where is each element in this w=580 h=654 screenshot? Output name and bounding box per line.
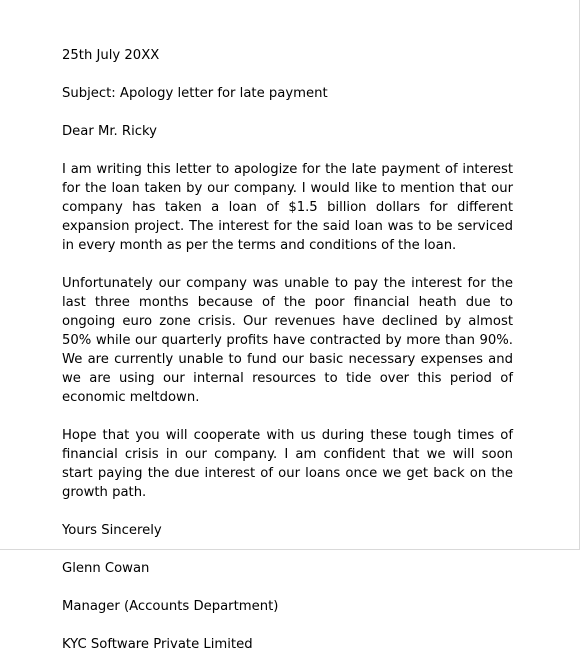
paragraph-cooperation-request: Hope that you will cooperate with us during these tough times of financial crisis in our company. I am confident that we will soon start paying the due interest of our loans once we get back on the growth path. xyxy=(62,428,513,500)
company-name: KYC Software Private Limited xyxy=(62,637,253,652)
paragraph-financial-reasons: Unfortunately our company was unable to pay the interest for the last three months because of the poor financial heath due to ongoing euro zone crisis. Our revenues have declined by almost 50% while our quarterly profits have contracted by more than 90%. We are currently unable to fund our basic necessary expenses and we are using our internal resources to tide over this period of economic meltdown. xyxy=(62,276,513,405)
signer-title: Manager (Accounts Department) xyxy=(62,599,279,614)
letter-subject: Subject: Apology letter for late payment xyxy=(62,86,328,101)
letter-salutation: Dear Mr. Ricky xyxy=(62,124,157,139)
paragraph-apology: I am writing this letter to apologize for the late payment of interest for the loan taken by our company. I would like to mention that our company has taken a loan of $1.5 billion dollars for different expansion project. The interest for the said loan was to be serviced in every month as per the terms and conditions of the loan. xyxy=(62,162,513,253)
signer-name: Glenn Cowan xyxy=(62,561,150,576)
letter-body xyxy=(62,46,513,654)
letter-closing: Yours Sincerely xyxy=(62,523,162,538)
letter-date: 25th July 20XX xyxy=(62,48,160,63)
